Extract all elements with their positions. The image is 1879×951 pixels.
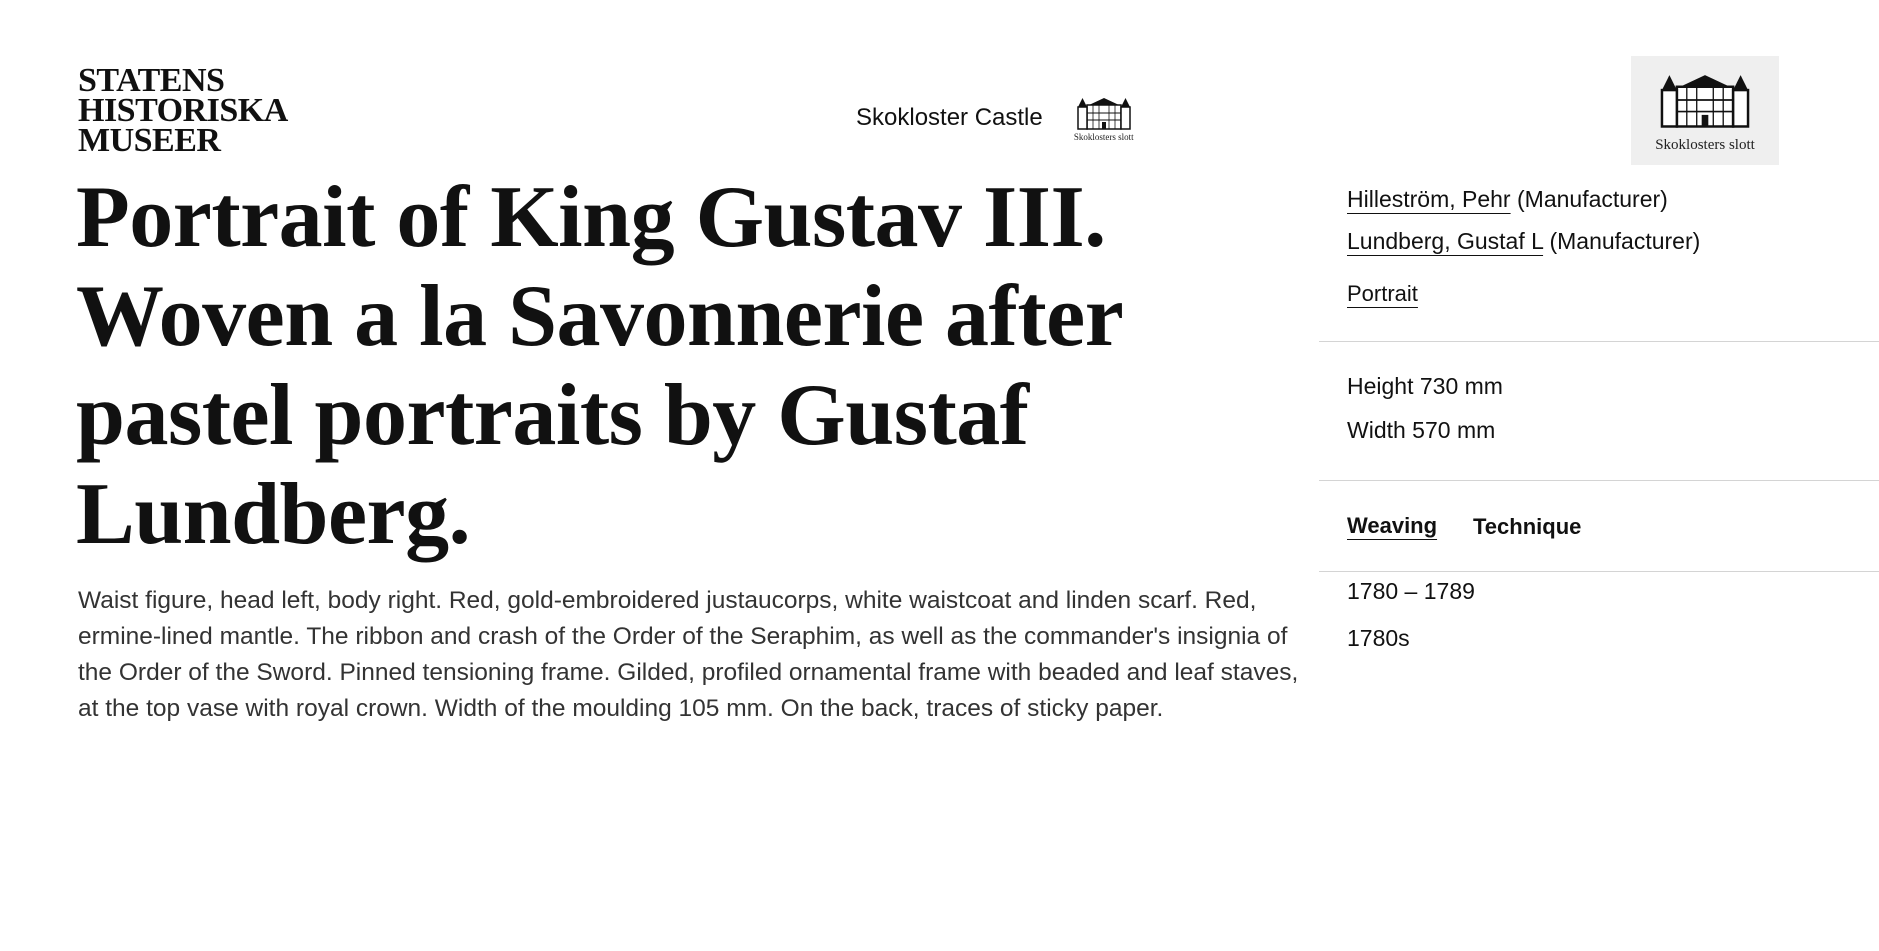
manufacturer-entry [1347, 228, 1700, 255]
object-title: Portrait of King Gustav III. Woven a la Savonnerie after pastel portraits by Gustaf Lundberg. [76, 169, 1122, 563]
divider [1319, 571, 1879, 572]
dimension-height: Height 730 mm [1347, 373, 1503, 399]
manufacturer-role: (Manufacturer) [1517, 186, 1668, 212]
logo-line: MUSEER [78, 122, 221, 159]
divider [1319, 480, 1879, 481]
tab-technique[interactable]: Technique [1473, 514, 1582, 539]
object-type-link[interactable]: Portrait [1347, 281, 1418, 306]
tab-weaving[interactable]: Weaving [1347, 513, 1438, 538]
object-description: Waist figure, head left, body right. Red, gold-embroidered justaucorps, white waistcoat and linden scarf. Red, ermine-lined mantle. The ribbon and crash of the Order of the Seraphim, as well as the commander's insignia of the Order of the Sword. Pinned tensioning frame. Gilded, profiled ornamental frame with beaded and leaf staves, at the top vase with royal crown. Width of the moulding 105 mm. On the back, traces of sticky paper. [78, 587, 1299, 722]
museum-name[interactable]: Skokloster Castle [856, 104, 1043, 131]
museum-header[interactable] [856, 90, 1137, 146]
castle-icon [1075, 95, 1133, 131]
manufacturer-link[interactable]: Hilleström, Pehr [1347, 186, 1511, 212]
date-range: 1780 – 1789 [1347, 578, 1475, 604]
manufacturer-link[interactable]: Lundberg, Gustaf L [1347, 228, 1544, 254]
thumbnail-caption: Skoklosters slott [1655, 137, 1755, 153]
dimension-width: Width 570 mm [1347, 417, 1496, 443]
object-thumbnail[interactable] [1631, 56, 1779, 165]
castle-logo-caption: Skoklosters slott [1073, 131, 1134, 142]
divider [1319, 341, 1879, 342]
castle-logo[interactable] [1071, 95, 1137, 142]
museum-logo[interactable] [78, 62, 288, 159]
manufacturer-entry [1347, 186, 1668, 213]
date-decade: 1780s [1347, 625, 1410, 651]
logo-line: STATENS [78, 62, 225, 99]
castle-icon [1657, 67, 1753, 133]
manufacturer-role: (Manufacturer) [1549, 228, 1701, 254]
logo-line: HISTORISKA [78, 92, 288, 129]
